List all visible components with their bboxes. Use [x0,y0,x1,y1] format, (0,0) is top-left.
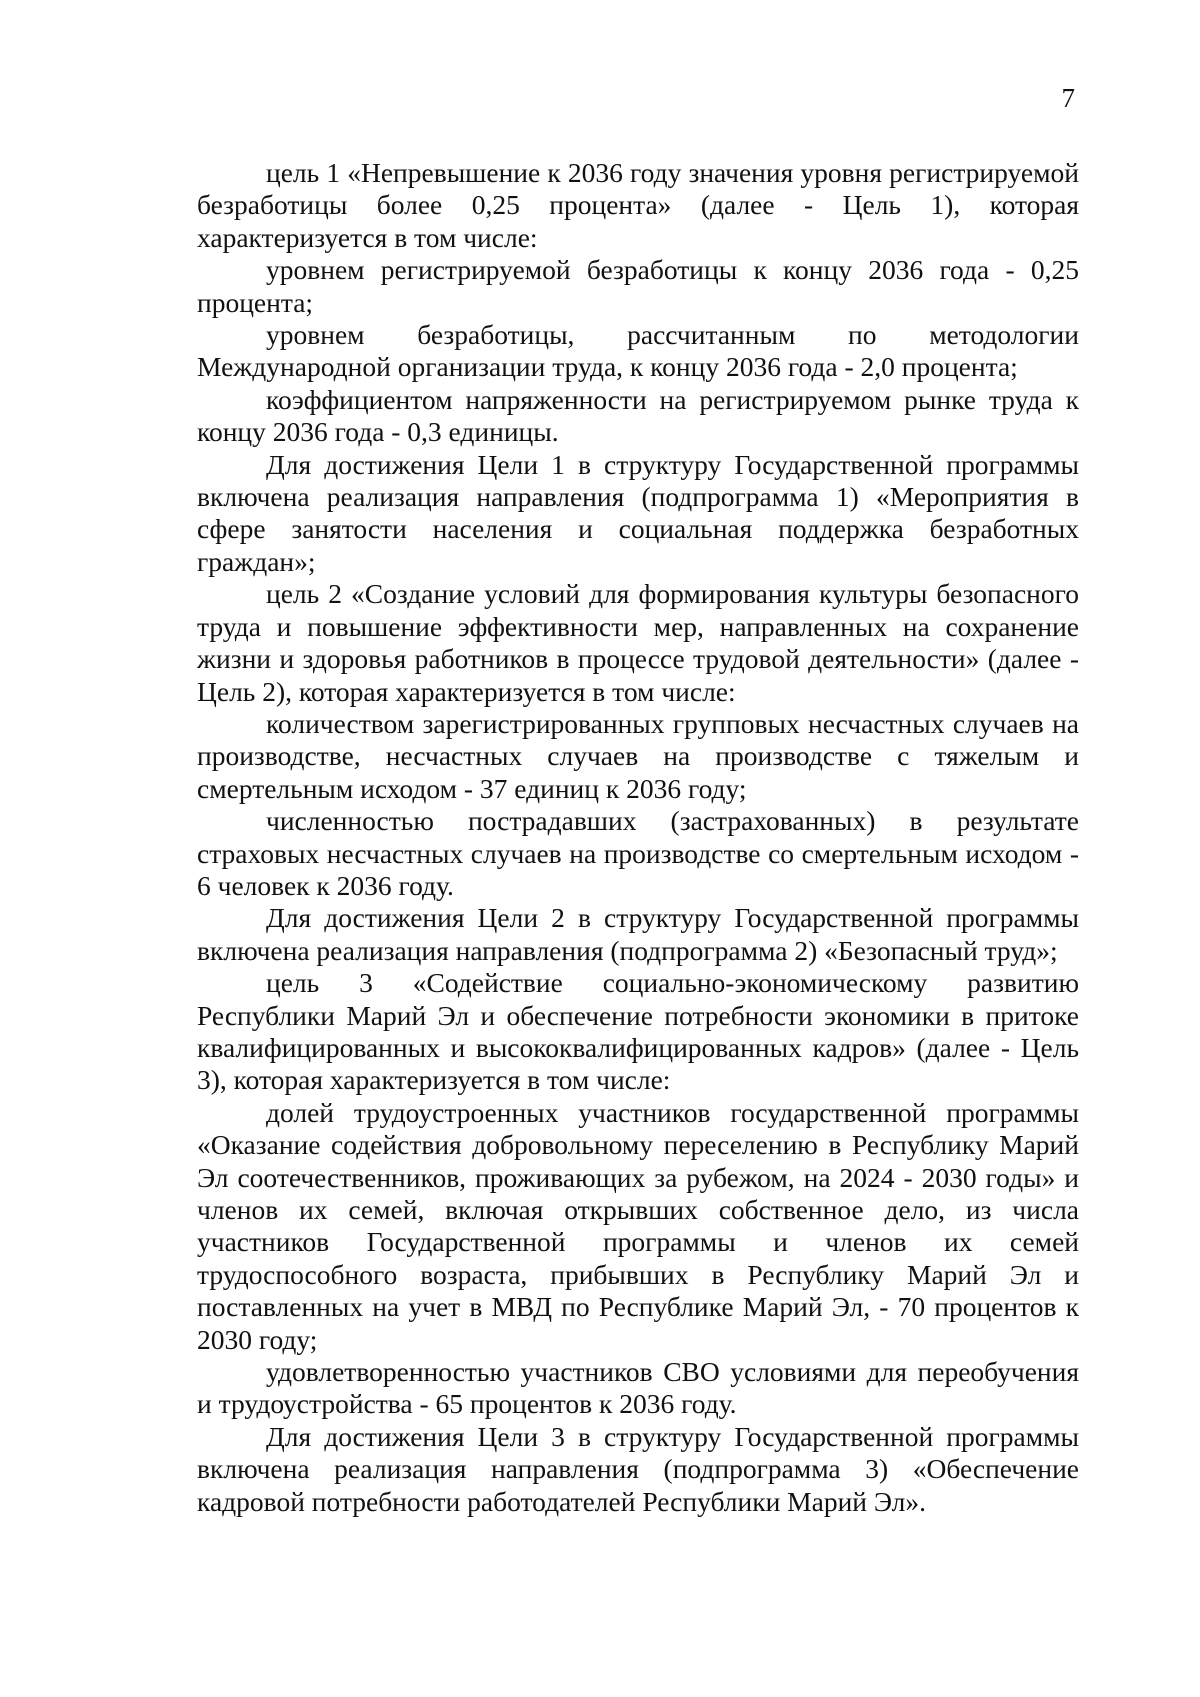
paragraph-indicator: численностью пострадавших (застрахованных) в результате страховых несчастных случаев на производстве со смертельным исходом - 6 человек к 2036 году. [197,805,1079,901]
paragraph-subprogram-3: Для достижения Цели 3 в структуру Государственной программы включена реализация направления (подпрограмма 3) «Обеспечение кадровой потребности работодателей Республики Марий Эл». [197,1420,1079,1517]
paragraph-subprogram-2: Для достижения Цели 2 в структуру Государственной программы включена реализация направления (подпрограмма 2) «Безопасный труд»; [197,902,1079,966]
page-number: 7 [1061,83,1075,113]
paragraph-indicator: количеством зарегистрированных групповых несчастных случаев на производстве, несчастных случаев на производстве с тяжелым и смертельным исходом - 37 единиц к 2036 году; [197,707,1079,804]
paragraph-indicator: долей трудоустроенных участников государственной программы «Оказание содействия добровольному переселению в Республику Марий Эл соотечественников, проживающих за рубежом, на 2024 - 2030 годы» и членов их семей, включая открывших собственное дело, из числа участников Государственной программы и членов их семей трудоспособного возраста, прибывших в Республику Марий Эл и поставленных на учет в МВД по Республике Марий Эл, - 70 процентов к 2030 году; [197,1096,1079,1355]
paragraph-indicator: коэффициентом напряженности на регистрируемом рынке труда к концу 2036 года - 0,3 единицы. [197,383,1079,448]
paragraph-indicator: удовлетворенностью участников СВО условиями для переобучения и трудоустройства - 65 процентов к 2036 году. [197,1356,1079,1420]
paragraph-goal-3: цель 3 «Содействие социально-экономическому развитию Республики Марий Эл и обеспечение потребности экономики в притоке квалифицированных и высококвалифицированных кадров» (далее - Цель 3), которая характеризуется в том числе: [197,967,1079,1096]
paragraph-indicator: уровнем регистрируемой безработицы к концу 2036 года - 0,25 процента; [197,254,1079,318]
paragraph-goal-1: цель 1 «Непревышение к 2036 году значения уровня регистрируемой безработицы более 0,25 процента» (далее - Цель 1), которая характеризуется в том числе: [197,157,1079,253]
document-body [197,157,1079,1518]
paragraph-goal-2: цель 2 «Создание условий для формирования культуры безопасного труда и повышение эффективности мер, направленных на сохранение жизни и здоровья работников в процессе трудовой деятельности» (далее - Цель 2), которая характеризуется в том числе: [197,578,1079,707]
paragraph-subprogram-1: Для достижения Цели 1 в структуру Государственной программы включена реализация направления (подпрограмма 1) «Мероприятия в сфере занятости населения и социальная поддержка безработных граждан»; [197,448,1079,577]
paragraph-indicator: уровнем безработицы, рассчитанным по методологии Международной организации труда, к концу 2036 года - 2,0 процента; [197,319,1079,383]
